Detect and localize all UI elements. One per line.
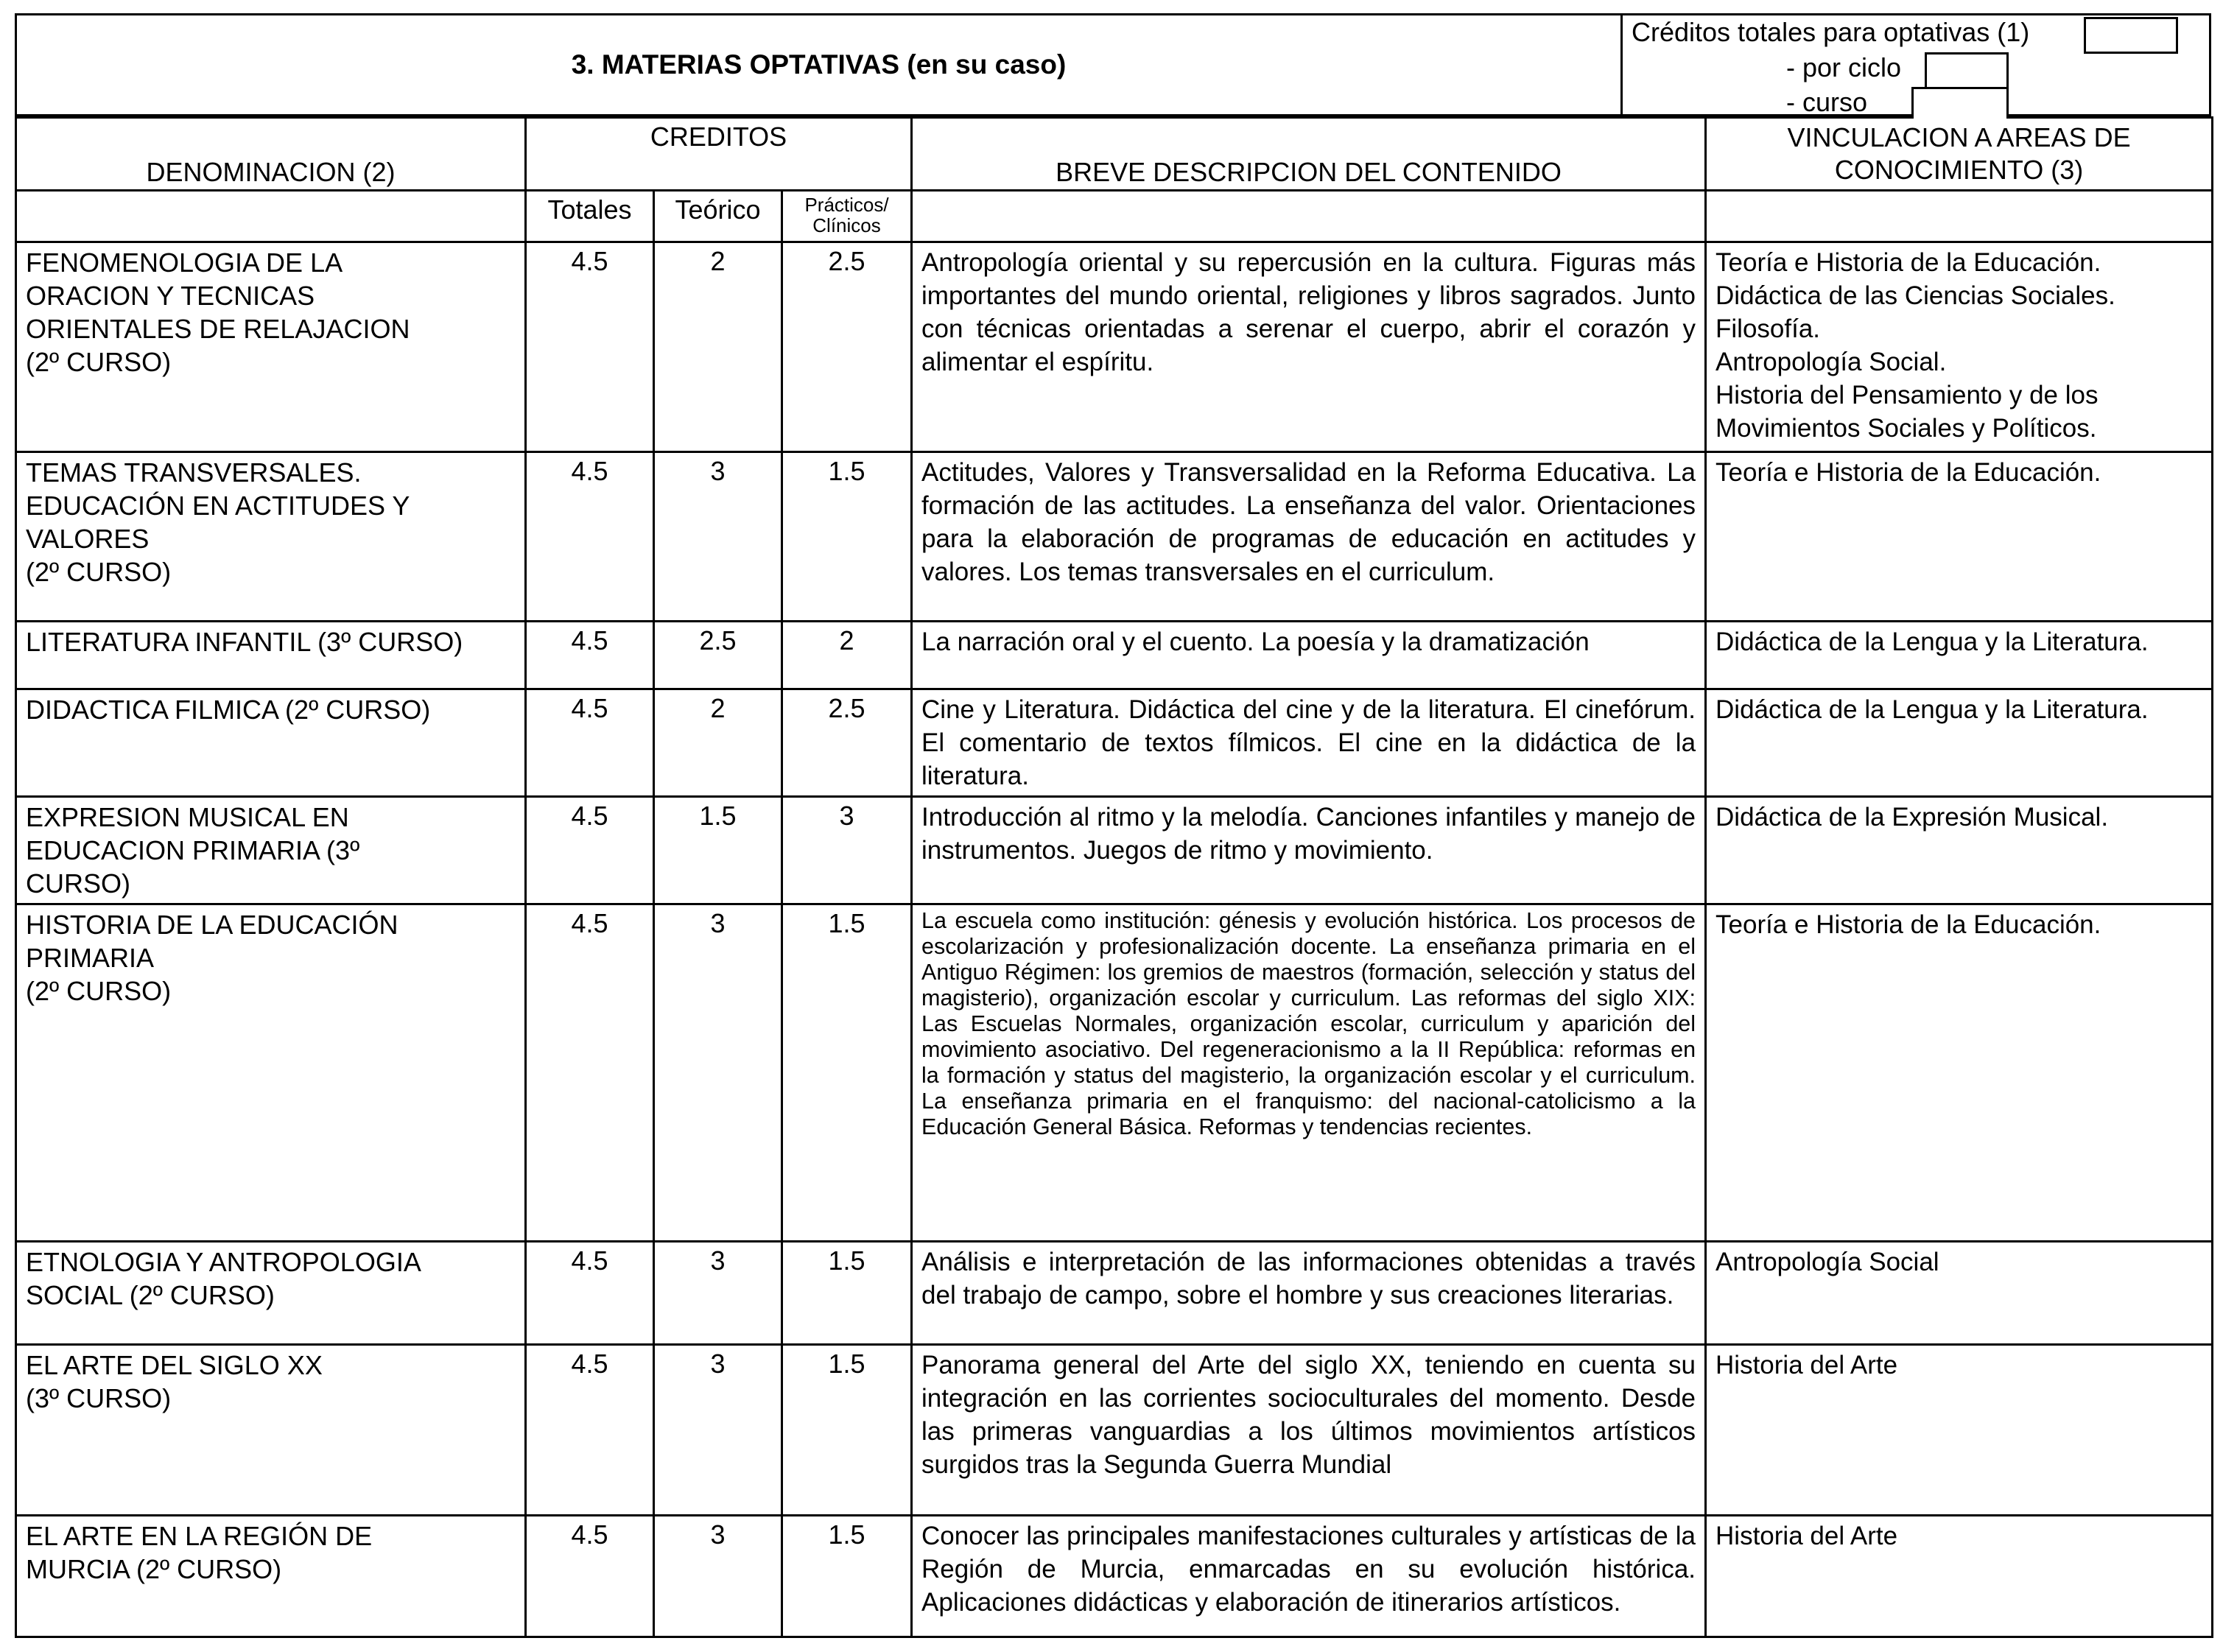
subject-name-line: ORIENTALES DE RELAJACION [26,314,410,344]
subject-name-line: DIDACTICA FILMICA (2º CURSO) [26,695,431,725]
credits-practicos: 1.5 [782,1516,912,1637]
knowledge-areas [1706,904,2213,1242]
credits-totales: 4.5 [526,1345,654,1516]
credits-totales: 4.5 [526,904,654,1242]
subject-name-line: PRIMARIA [26,943,155,973]
knowledge-areas [1706,1242,2213,1345]
knowledge-area: Teoría e Historia de la Educación. [1715,458,2101,487]
subject-row [16,1516,2213,1637]
subject-description: Introducción al ritmo y la melodía. Canciones infantiles y manejo de instrumentos. Juegos de ritmo y movimiento. [912,797,1706,904]
credits-totales: 4.5 [526,242,654,452]
knowledge-areas [1706,242,2213,452]
credits-practicos: 2 [782,622,912,689]
credits-practicos: 1.5 [782,1242,912,1345]
credits-teorico: 3 [654,1242,782,1345]
credits-teorico: 2 [654,689,782,797]
credits-totales: 4.5 [526,797,654,904]
subject-name-line: EL ARTE DEL SIGLO XX [26,1350,323,1380]
knowledge-areas [1706,622,2213,689]
subcol-empty-den [16,191,526,242]
subject-name-line: (2º CURSO) [26,347,172,377]
subject-name [16,452,526,622]
subcol-empty-desc [912,191,1706,242]
col-denominacion: DENOMINACION (2) [16,118,526,191]
subject-description: Cine y Literatura. Didáctica del cine y de la literatura. El cinefórum. El comentario de textos fílmicos. El cine en la didáctica de la literatura. [912,689,1706,797]
credits-practicos: 2.5 [782,242,912,452]
subject-name [16,1242,526,1345]
subject-description: Actitudes, Valores y Transversalidad en la Reforma Educativa. La formación de las actitudes. La enseñanza del valor. Orientaciones para la elaboración de programas de educación en actitudes y valores. Los temas transversales en el curriculum. [912,452,1706,622]
subject-name-line: FENOMENOLOGIA DE LA [26,247,343,278]
subject-name [16,1345,526,1516]
knowledge-area: Historia del Arte [1715,1522,1898,1550]
section-header [15,13,2211,116]
subject-name-line: ETNOLOGIA Y ANTROPOLOGIA [26,1247,421,1277]
subject-name-line: EL ARTE EN LA REGIÓN DE [26,1521,373,1551]
subject-description: La escuela como institución: génesis y evolución histórica. Los procesos de escolarización y profesionalización docente. La enseñanza primaria en el Antiguo Régimen: los gremios de maestros (formación, selección y status del magisterio), organización escolar y curriculum. Las reformas del siglo XIX: Las Escuelas Normales, organización escolar, curriculum y aparición del movimiento asociativo. Del regeneracionismo a la II República: reformas en la formación y status del magisterio, la organización escolar y el curriculum. La enseñanza primaria en el franquismo: del nacional-catolicismo a la Educación General Básica. Reformas y tendencias recientes. [912,904,1706,1242]
subject-row [16,242,2213,452]
subject-name-line: TEMAS TRANSVERSALES. [26,457,362,488]
knowledge-area: Didáctica de la Lengua y la Literatura. [1715,628,2149,656]
credits-panel [1623,15,2213,117]
subject-row [16,622,2213,689]
credits-course-label: - curso [1786,87,1868,117]
credits-teorico: 3 [654,452,782,622]
credits-teorico: 1.5 [654,797,782,904]
knowledge-area: Historia del Arte [1715,1351,1898,1379]
credits-teorico: 3 [654,904,782,1242]
subject-name-line: EXPRESION MUSICAL EN [26,802,349,832]
subject-name-line: (2º CURSO) [26,976,172,1006]
knowledge-area: Antropología Social. [1715,348,1947,376]
credits-teorico: 2.5 [654,622,782,689]
subcol-teorico: Teórico [654,191,782,242]
subject-name-line: (2º CURSO) [26,557,172,587]
credits-cycle-label: - por ciclo [1786,52,1902,82]
knowledge-areas [1706,797,2213,904]
credits-teorico: 3 [654,1345,782,1516]
subject-row [16,689,2213,797]
credits-totales: 4.5 [526,452,654,622]
knowledge-area: Filosofía. [1715,314,1821,343]
subject-name-line: EDUCACION PRIMARIA (3º [26,835,360,865]
knowledge-areas [1706,1516,2213,1637]
credits-totales: 4.5 [526,1242,654,1345]
subject-name-line: MURCIA (2º CURSO) [26,1554,282,1584]
credits-teorico: 2 [654,242,782,452]
subject-description: Antropología oriental y su repercusión en la cultura. Figuras más importantes del mundo oriental, religiones y libros sagrados. Junto con técnicas orientadas a serenar el cuerpo, abrir el corazón y alimentar el espíritu. [912,242,1706,452]
credits-practicos: 3 [782,797,912,904]
subject-row [16,452,2213,622]
subcol-empty-areas [1706,191,2213,242]
credits-total-label: Créditos totales para optativas (1) [1632,17,2030,47]
subject-description: Panorama general del Arte del siglo XX, teniendo en cuenta su integración en las corrientes socioculturales del momento. Desde las primeras vanguardias a los últimos movimientos artísticos surgidos tras la Segunda Guerra Mundial [912,1345,1706,1516]
subject-name [16,797,526,904]
knowledge-area: Teoría e Historia de la Educación. [1715,248,2101,277]
knowledge-areas [1706,689,2213,797]
credits-course-box[interactable] [1911,87,2009,119]
knowledge-area: Didáctica de las Ciencias Sociales. [1715,281,2115,310]
credits-practicos: 2.5 [782,689,912,797]
col-descripcion: BREVE DESCRIPCION DEL CONTENIDO [912,118,1706,191]
subject-name-line: CURSO) [26,868,130,899]
subcol-totales: Totales [526,191,654,242]
credits-teorico: 3 [654,1516,782,1637]
subject-name [16,1516,526,1637]
knowledge-area: Teoría e Historia de la Educación. [1715,910,2101,939]
subject-row [16,797,2213,904]
subject-name [16,242,526,452]
subject-row [16,1242,2213,1345]
optativas-sheet [15,13,2211,1638]
subject-description: Conocer las principales manifestaciones culturales y artísticas de la Región de Murcia, enmarcadas en su evolución histórica. Aplicaciones didácticas y elaboración de itinerarios artísticos. [912,1516,1706,1637]
subject-name-line: ORACION Y TECNICAS [26,281,315,311]
subject-description: Análisis e interpretación de las informaciones obtenidas a través del trabajo de campo, sobre el hombre y sus creaciones literarias. [912,1242,1706,1345]
subject-description: La narración oral y el cuento. La poesía y la dramatización [912,622,1706,689]
knowledge-area: Didáctica de la Lengua y la Literatura. [1715,695,2149,724]
credits-totales: 4.5 [526,1516,654,1637]
subject-name-line: VALORES [26,524,150,554]
credits-cycle-box[interactable] [1925,52,2009,89]
subject-name [16,689,526,797]
subject-name-line: (3º CURSO) [26,1383,172,1413]
subject-name [16,904,526,1242]
knowledge-area: Antropología Social [1715,1248,1939,1276]
subcol-practicos: Prácticos/ Clínicos [782,191,912,242]
subject-name-line: HISTORIA DE LA EDUCACIÓN [26,910,398,940]
subjects-table [15,116,2213,1638]
subject-name-line: LITERATURA INFANTIL (3º CURSO) [26,627,463,657]
credits-practicos: 1.5 [782,904,912,1242]
credits-totales: 4.5 [526,689,654,797]
knowledge-area: Historia del Pensamiento y de los Movimientos Sociales y Políticos. [1715,381,2099,443]
section-title: 3. MATERIAS OPTATIVAS (en su caso) [17,15,1623,114]
col-creditos: CREDITOS [526,118,912,191]
subject-row [16,904,2213,1242]
credits-total-box[interactable] [2084,17,2178,54]
knowledge-area: Didáctica de la Expresión Musical. [1715,803,2109,832]
col-vinculacion: VINCULACION A AREAS DE CONOCIMIENTO (3) [1706,118,2213,191]
subject-name-line: SOCIAL (2º CURSO) [26,1280,275,1310]
credits-practicos: 1.5 [782,1345,912,1516]
credits-practicos: 1.5 [782,452,912,622]
subject-row [16,1345,2213,1516]
knowledge-areas [1706,1345,2213,1516]
subject-name-line: EDUCACIÓN EN ACTITUDES Y [26,491,410,521]
knowledge-areas [1706,452,2213,622]
credits-totales: 4.5 [526,622,654,689]
subject-name [16,622,526,689]
